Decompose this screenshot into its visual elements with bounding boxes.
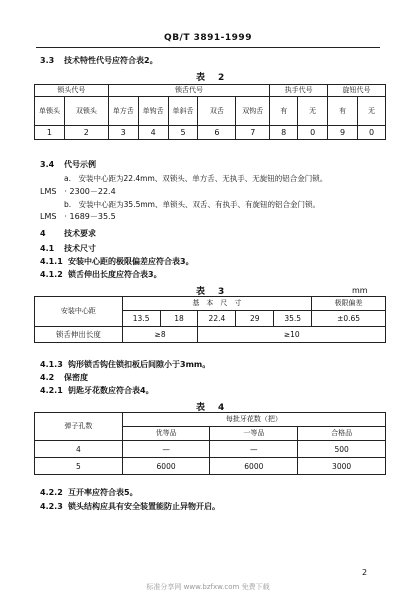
table4-holes: 4 — [35, 441, 123, 458]
table2-subheader: 单斜舌 — [168, 97, 198, 126]
example-a-text: a. 安装中心距为22.4mm、双锁头、单方舌、无执手、无旋钮的铝合金门锁。 — [64, 174, 328, 183]
watermark-footer: 标准分享网 www.bzfxw.com 免费下载 — [146, 583, 270, 591]
table2-subheader: 双锁头 — [64, 97, 108, 126]
section-3-3-text: 技术特性代号应符合表2。 — [64, 56, 158, 65]
section-4-1-3-number: 4.1.3 — [40, 360, 63, 369]
table3-tongue-length-label: 锁舌伸出长度 — [35, 327, 123, 343]
page-number: 2 — [362, 568, 368, 577]
section-4-2-title: 保密度 — [64, 373, 88, 382]
table2-subheader: 有 — [270, 97, 298, 126]
table3-length-small: ≥8 — [122, 327, 198, 343]
table2-subheader: 双钩舌 — [236, 97, 270, 126]
table3-length-large: ≥10 — [198, 327, 386, 343]
table2-group-tongue: 锁舌代号 — [108, 85, 269, 97]
table2-code: 0 — [298, 126, 328, 140]
table2-code: 6 — [198, 126, 236, 140]
table4-caption: 表 4 — [196, 403, 227, 413]
table4 — [34, 412, 386, 475]
table3-limit-deviation-header: 极限偏差 — [312, 297, 386, 311]
table2 — [34, 84, 386, 140]
table4-group-header: 每批牙花数（把） — [122, 413, 385, 427]
table4-value: 3000 — [298, 458, 386, 475]
table3-size: 18 — [160, 311, 198, 327]
section-4-1-2-number: 4.1.2 — [40, 270, 63, 279]
table3 — [34, 296, 386, 343]
table4-grade-header: 一等品 — [210, 427, 298, 441]
section-4-title: 技术要求 — [64, 229, 96, 238]
table2-group-knob: 旋钮代号 — [328, 85, 386, 97]
table2-code: 1 — [35, 126, 65, 140]
table2-subheader: 单方舌 — [108, 97, 138, 126]
table3-size: 13.5 — [122, 311, 160, 327]
section-3-4-number: 3.4 — [40, 160, 55, 169]
section-4-2-1-number: 4.2.1 — [40, 386, 63, 395]
section-4-number: 4 — [40, 229, 46, 238]
section-4-2-1-text: 钥匙牙花数应符合表4。 — [68, 386, 154, 395]
example-a-code: LMS · 2300－22.4 — [40, 187, 116, 196]
table2-code: 9 — [328, 126, 358, 140]
table2-subheader: 无 — [298, 97, 328, 126]
table4-value: 6000 — [122, 458, 210, 475]
section-4-1-2-text: 锁舌伸出长度应符合表3。 — [68, 270, 162, 279]
table4-value: 6000 — [210, 458, 298, 475]
table2-subheader: 双舌 — [198, 97, 236, 126]
table2-subheader: 有 — [328, 97, 358, 126]
table3-caption: 表 3 — [196, 287, 227, 297]
table3-deviation: ±0.65 — [312, 311, 386, 327]
table4-grade-header: 合格品 — [298, 427, 386, 441]
table4-value: — — [122, 441, 210, 458]
table2-code: 7 — [236, 126, 270, 140]
section-4-2-3-number: 4.2.3 — [40, 502, 63, 511]
standard-number: QB/T 3891-1999 — [164, 33, 252, 43]
table4-grade-header: 优等品 — [122, 427, 210, 441]
header-rule — [36, 47, 380, 48]
table2-subheader: 单钩舌 — [138, 97, 168, 126]
table-row — [35, 458, 386, 475]
section-4-1-number: 4.1 — [40, 244, 55, 253]
table4-pin-holes-header: 弹子孔数 — [35, 413, 123, 441]
section-4-1-1-text: 安装中心距的极限偏差应符合表3。 — [68, 257, 194, 266]
table4-value: — — [210, 441, 298, 458]
section-4-2-2-text: 互开率应符合表5。 — [68, 488, 138, 497]
table3-size: 22.4 — [198, 311, 236, 327]
table3-center-distance-label: 安装中心距 — [35, 297, 123, 327]
table-row — [35, 441, 386, 458]
section-4-2-number: 4.2 — [40, 373, 55, 382]
section-4-2-3-text: 锁头结构应具有安全装置能防止异物开启。 — [68, 502, 220, 511]
table2-group-handle: 执手代号 — [270, 85, 328, 97]
table2-code: 4 — [138, 126, 168, 140]
table2-code: 8 — [270, 126, 298, 140]
section-3-4-title: 代号示例 — [64, 160, 96, 169]
section-4-1-3-text: 钩形锁舌钩住锁扣板后间隙小于3mm。 — [68, 360, 211, 369]
table2-code: 2 — [64, 126, 108, 140]
table2-caption: 表 2 — [196, 73, 227, 83]
table4-holes: 5 — [35, 458, 123, 475]
section-3-3-number: 3.3 — [40, 56, 55, 65]
table3-size: 35.5 — [274, 311, 312, 327]
table3-basic-size-header: 基 本 尺 寸 — [122, 297, 311, 311]
section-4-1-1-number: 4.1.1 — [40, 257, 63, 266]
table2-subheader: 单锁头 — [35, 97, 65, 126]
table2-group-lock-head: 锁头代号 — [35, 85, 109, 97]
example-b-code: LMS · 1689－35.5 — [40, 212, 116, 221]
example-b-text: b. 安装中心距为35.5mm、单锁头、双舌、有执手、有旋钮的铝合金门锁。 — [64, 200, 320, 209]
table2-code: 5 — [168, 126, 198, 140]
table2-code: 0 — [357, 126, 385, 140]
table3-size: 29 — [236, 311, 274, 327]
section-4-1-title: 技术尺寸 — [64, 244, 96, 253]
table2-code: 3 — [108, 126, 138, 140]
table2-subheader: 无 — [357, 97, 385, 126]
section-4-2-2-number: 4.2.2 — [40, 488, 63, 497]
table3-unit: mm — [352, 286, 368, 295]
table4-value: 500 — [298, 441, 386, 458]
